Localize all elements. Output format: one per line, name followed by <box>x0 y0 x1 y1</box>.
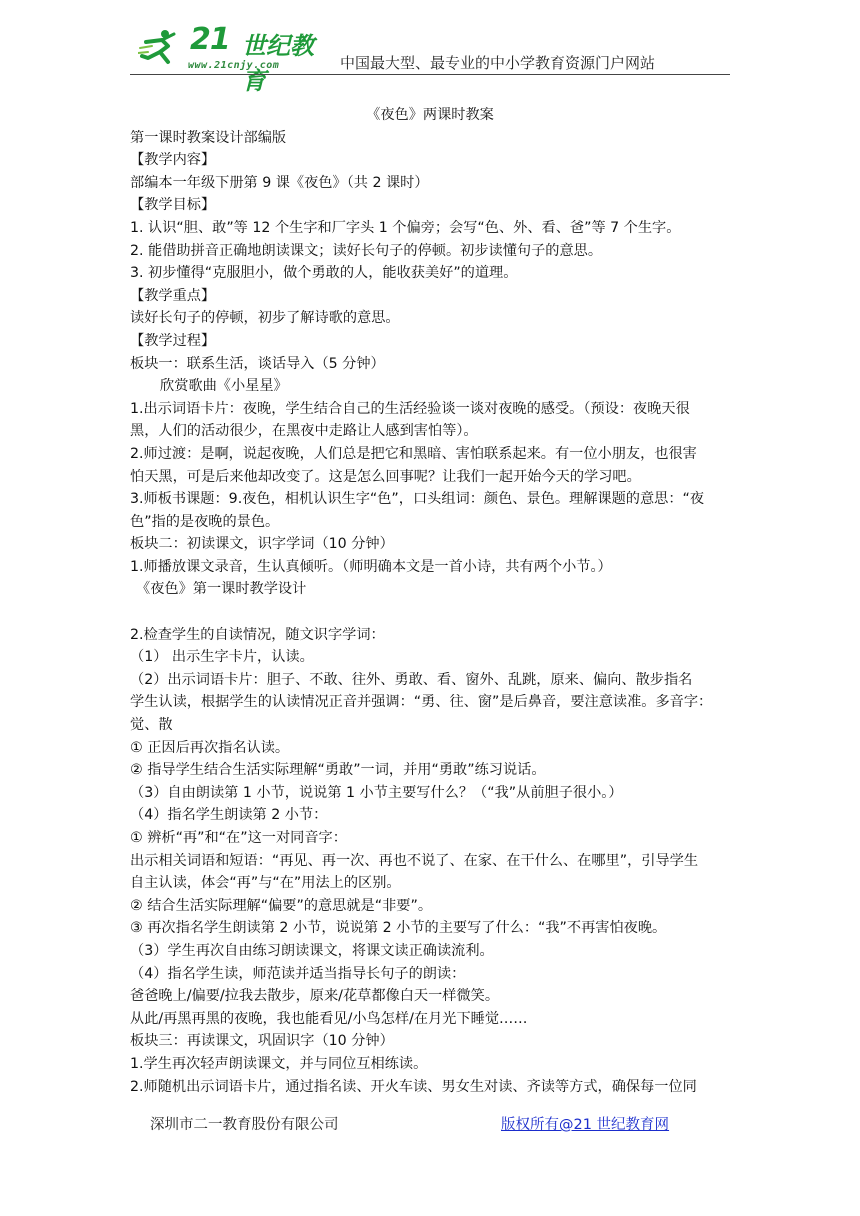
runner-icon <box>138 28 178 68</box>
doc-line: ① 辨析“再”和“在”这一对同音字： <box>130 830 347 846</box>
doc-line: 1. 认识“胆、敢”等 12 个生字和厂字头 1 个偏旁；会写“色、外、看、爸”等 7 个生字。 <box>130 219 681 236</box>
doc-line: 怕天黑，可是后来他却改变了。这是怎么回事呢？让我们一起开始今天的学习吧。 <box>130 468 641 485</box>
doc-line: （3）自由朗读第 1 小节，说说第 1 小节主要写什么？（“我”从前胆子很小。） <box>130 784 623 801</box>
doc-line: 3.师板书课题：9.夜色，相机认识生字“色”，口头组词：颜色、景色。理解课题的意思：“夜 <box>130 491 705 508</box>
logo-url: www.21cnjy.com <box>188 60 280 71</box>
lesson-plan-body <box>130 104 730 1098</box>
logo-text: 世纪教育 <box>242 32 314 95</box>
doc-line: 1.师播放课文录音，生认真倾听。（师明确本文是一首小诗，共有两个小节。） <box>130 558 612 575</box>
doc-line: 从此/再黑再黑的夜晚，我也能看见/小鸟怎样/在月光下睡觉…… <box>130 1010 528 1027</box>
doc-line: 2.检查学生的自读情况，随文识字学词： <box>130 626 385 643</box>
page-header <box>130 14 730 95</box>
doc-line: 欣赏歌曲《小星星》 <box>160 378 288 395</box>
doc-line: ③ 再次指名学生朗读第 2 小节，说说第 2 小节的主要写了什么：“我”不再害怕夜晚。 <box>130 920 667 937</box>
doc-line: ② 结合生活实际理解“偏要”的意思就是“非要”。 <box>130 897 433 914</box>
site-tagline: 中国最大型、最专业的中小学教育资源门户网站 <box>340 54 656 72</box>
blank-line <box>130 601 730 624</box>
doc-line: 学生认读，根据学生的认读情况正音并强调：“勇、往、窗”是后鼻音，要注意读准。多音字： <box>130 694 713 711</box>
doc-line: 黑，人们的活动很少，在黑夜中走路让人感到害怕等）。 <box>130 423 478 440</box>
site-logo[interactable] <box>130 18 335 95</box>
doc-line: 爸爸晚上/偏要/拉我去散步，原来/花草都像白天一样微笑。 <box>130 988 500 1005</box>
doc-line: ② 指导学生结合生活实际理解“勇敢”一词，并用“勇敢”练习说话。 <box>130 762 546 779</box>
section-heading: 【教学重点】 <box>130 287 216 304</box>
doc-line: （4）指名学生读，师范读并适当指导长句子的朗读： <box>130 965 466 982</box>
doc-line: 部编本一年级下册第 9 课《夜色》（共 2 课时） <box>130 174 429 191</box>
doc-line: 2.师过渡：是啊，说起夜晚，人们总是把它和黑暗、害怕联系起来。有一位小朋友，也很害 <box>130 445 697 462</box>
doc-line: 自主认读，体会“再”与“在”用法上的区别。 <box>130 875 401 892</box>
logo-number: 21 <box>190 22 230 57</box>
block-heading: 板块二：初读课文，识字学词（10 分钟） <box>130 536 394 553</box>
section-heading: 【教学过程】 <box>130 332 216 349</box>
doc-line: 1.出示词语卡片：夜晚，学生结合自己的生活经验谈一谈对夜晚的感受。（预设：夜晚天很 <box>130 400 690 417</box>
doc-line: （3）学生再次自由练习朗读课文，将课文读正确读流利。 <box>130 942 494 959</box>
page-footer <box>0 1113 860 1137</box>
doc-line: ① 正因后再次指名认读。 <box>130 739 290 756</box>
doc-line: （2）出示词语卡片：胆子、不敢、往外、勇敢、看、窗外、乱跳，原来、偏向、散步指名 <box>130 671 693 688</box>
footer-copyright-link[interactable]: 版权所有@21 世纪教育网 <box>501 1117 670 1133</box>
doc-line: 3. 初步懂得“克服胆小，做个勇敢的人，能收获美好”的道理。 <box>130 265 518 282</box>
header-divider <box>130 74 730 75</box>
doc-line: 第一课时教案设计部编版 <box>130 129 287 146</box>
doc-line: （4）指名学生朗读第 2 小节： <box>130 807 328 824</box>
doc-line: （1） 出示生字卡片，认读。 <box>130 649 314 666</box>
doc-line: 1.学生再次轻声朗读课文，并与同位互相练读。 <box>130 1055 428 1072</box>
block-heading: 板块一：联系生活，谈话导入（5 分钟） <box>130 355 385 372</box>
doc-line: 觉、散 <box>130 717 173 734</box>
section-heading: 【教学内容】 <box>130 152 216 169</box>
doc-line: 读好长句子的停顿，初步了解诗歌的意思。 <box>130 310 400 327</box>
doc-line: 2.师随机出示词语卡片，通过指名读、开火车读、男女生对读、齐读等方式，确保每一位同 <box>130 1078 697 1095</box>
doc-line: 出示相关词语和短语：“再见、再一次、再也不说了、在家、在干什么、在哪里”，引导学生 <box>130 852 699 869</box>
doc-line: 2. 能借助拼音正确地朗读课文；读好长句子的停顿。初步读懂句子的意思。 <box>130 242 603 259</box>
doc-line: 色”指的是夜晚的景色。 <box>130 513 280 530</box>
document-title: 《夜色》两课时教案 <box>366 107 494 123</box>
doc-line: 《夜色》第一课时教学设计 <box>136 581 307 598</box>
section-heading: 【教学目标】 <box>130 197 216 214</box>
footer-company: 深圳市二一教育股份有限公司 <box>150 1117 339 1133</box>
block-heading: 板块三：再读课文，巩固识字（10 分钟） <box>130 1033 394 1050</box>
